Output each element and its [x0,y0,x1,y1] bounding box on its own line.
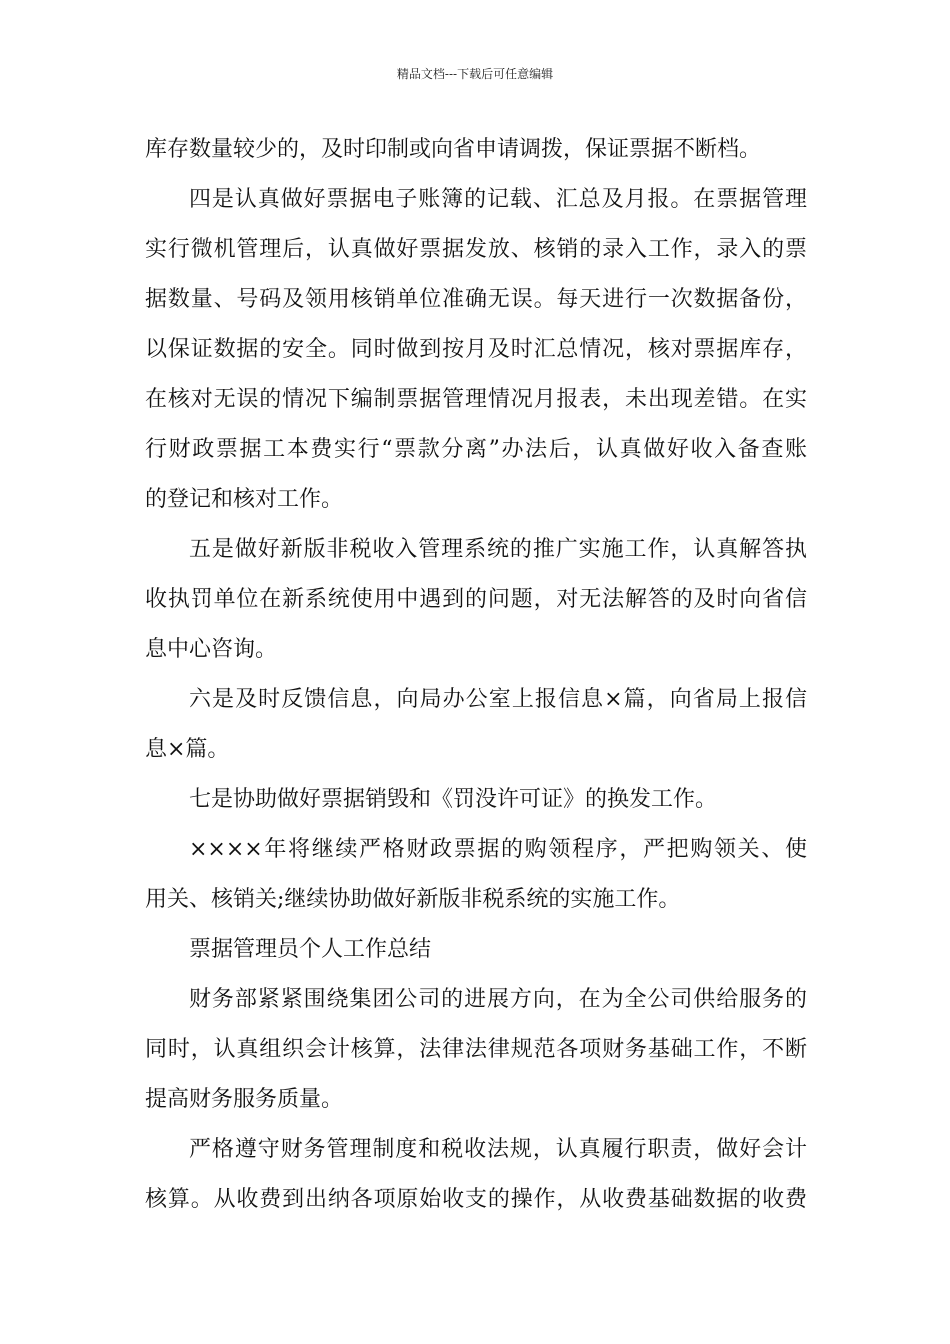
text-line: 的登记和核对工作。 [145,487,344,512]
text-line: 提高财务服务质量。 [145,1087,344,1112]
text-line: 息中心咨询。 [145,637,278,662]
text-line: ××××年将继续严格财政票据的购领程序，严把购领关、使 [189,837,807,862]
text-line: 七是协助做好票据销毁和《罚没许可证》的换发工作。 [189,787,718,812]
text-line: 同时，认真组织会计核算，法律法律规范各项财务基础工作，不断 [145,1037,807,1062]
text-line: 在核对无误的情况下编制票据管理情况月报表，未出现差错。在实 [145,387,807,412]
text-line: 行财政票据工本费实行“票款分离”办法后，认真做好收入备查账 [145,437,807,462]
text-line: 财务部紧紧围绕集团公司的进展方向，在为全公司供给服务的 [189,987,807,1012]
text-line: 六是及时反馈信息，向局办公室上报信息×篇，向省局上报信 [189,687,807,712]
text-line: 息×篇。 [145,737,230,762]
text-line: 核算。从收费到出纳各项原始收支的操作，从收费基础数据的收费 [145,1187,807,1212]
text-line: 严格遵守财务管理制度和税收法规，认真履行职责，做好会计 [189,1137,807,1162]
text-line: 实行微机管理后，认真做好票据发放、核销的录入工作，录入的票 [145,237,807,262]
section-title-line: 票据管理员个人工作总结 [189,937,432,962]
text-line: 五是做好新版非税收入管理系统的推广实施工作，认真解答执 [189,537,807,562]
text-line: 据数量、号码及领用核销单位准确无误。每天进行一次数据备份， [145,287,807,312]
text-line: 用关、核销关;继续协助做好新版非税系统的实施工作。 [145,887,681,912]
page-header: 精品文档---下载后可任意编辑 [396,67,554,81]
text-line: 四是认真做好票据电子账簿的记载、汇总及月报。在票据管理 [189,187,807,212]
text-line: 收执罚单位在新系统使用中遇到的问题，对无法解答的及时向省信 [145,587,807,612]
text-line: 以保证数据的安全。同时做到按月及时汇总情况，核对票据库存， [145,337,807,362]
document-body [145,125,807,1225]
text-line: 库存数量较少的，及时印制或向省申请调拨，保证票据不断档。 [145,137,762,162]
